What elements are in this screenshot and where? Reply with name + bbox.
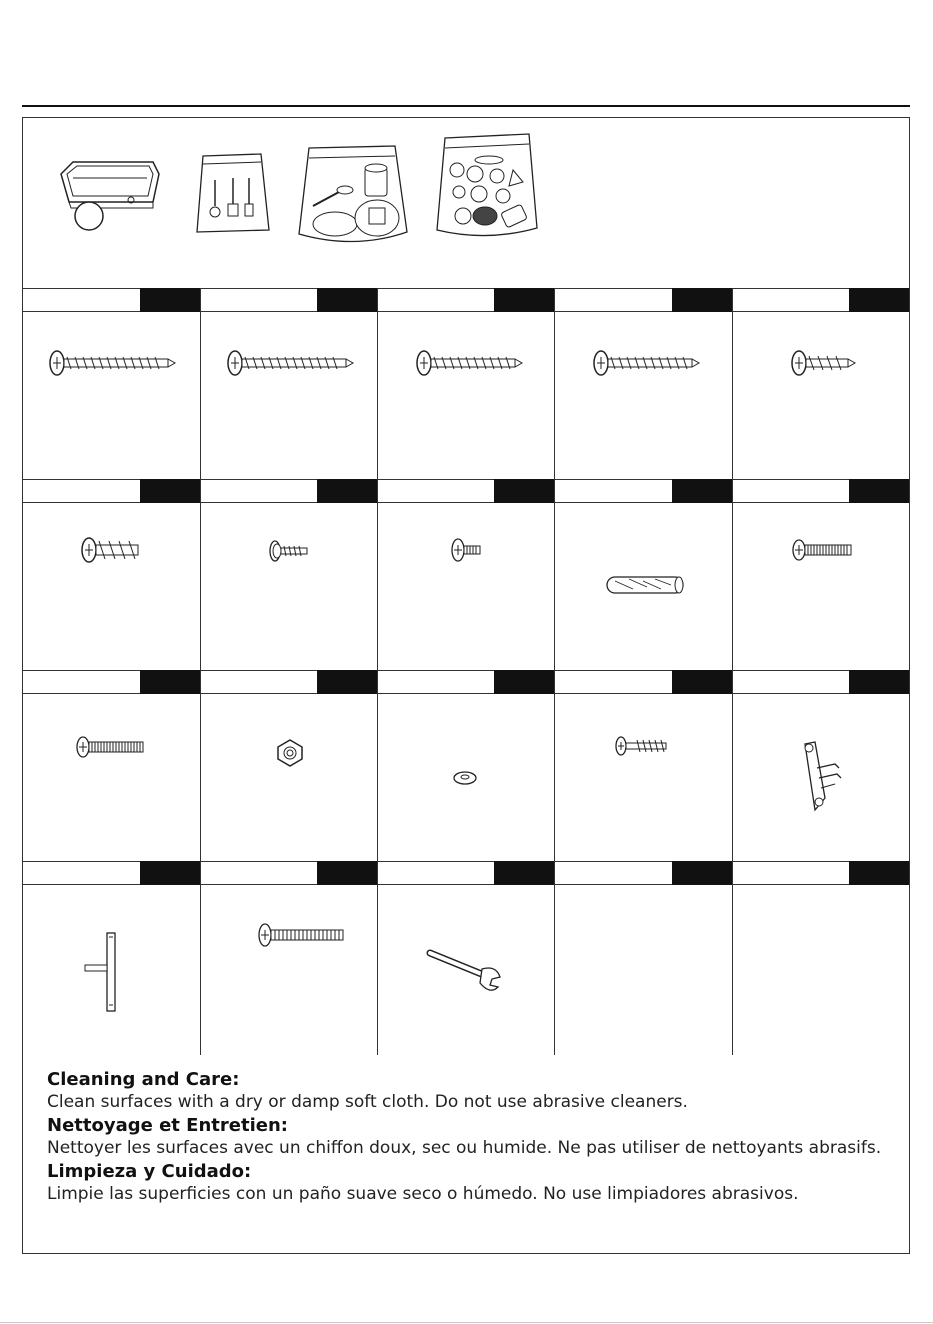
part-cell [733,288,909,479]
part-cell [201,670,378,861]
machine-screw-icon [75,734,147,760]
machine-screw-icon [257,921,347,949]
part-tag [140,861,200,885]
part-cell [23,861,201,1055]
part-cell [378,861,555,1055]
part-tag [494,861,554,885]
part-tag [140,479,200,503]
hinge-plate-icon [79,931,129,1013]
part-tag [849,288,909,312]
accessories-panel [23,118,909,288]
small-screw-icon [613,734,673,758]
part-header [378,288,554,312]
part-cell [378,670,555,861]
part-cell [201,288,378,479]
part-header [733,670,909,694]
hardware-grid [23,288,909,1055]
top-rule [22,105,910,107]
part-cell [23,479,201,670]
hardware-row [23,288,909,479]
part-cell [23,288,201,479]
utensils-bag-icon [195,150,275,240]
part-header [201,479,377,503]
machine-screw-small-icon [450,537,486,563]
part-header [201,861,377,885]
part-header [733,288,909,312]
part-header [733,861,909,885]
hardware-row [23,479,909,670]
part-cell [378,288,555,479]
washer-screw-icon [267,539,311,563]
part-header [23,479,200,503]
wrench-icon [426,947,506,993]
care-text-es: Limpie las superficies con un paño suave seco o húmedo. No use limpiadores abrasivos. [47,1184,799,1204]
hardware-row [23,670,909,861]
cookware-bag-icon [295,142,415,252]
sink-basin-icon [53,156,163,236]
hardware-row [23,861,909,1055]
part-cell [378,479,555,670]
part-cell [733,861,909,1055]
part-cell [555,861,733,1055]
part-cell [23,670,201,861]
care-text-fr: Nettoyer les surfaces avec un chiffon doux, sec ou humide. Ne pas utiliser de nettoyants abrasifs. [47,1138,882,1158]
care-title-es: Limpieza y Cuidado: [47,1161,252,1182]
part-tag [317,288,377,312]
part-tag [494,670,554,694]
washer-icon [452,770,478,786]
part-tag [317,670,377,694]
part-tag [140,288,200,312]
care-instructions [47,1068,907,1206]
part-cell [555,670,733,861]
part-tag [672,479,732,503]
bracket-clip-icon [791,738,847,818]
part-tag [317,479,377,503]
care-text-en: Clean surfaces with a dry or damp soft cloth. Do not use abrasive cleaners. [47,1092,688,1112]
part-header [378,861,554,885]
care-title-fr: Nettoyage et Entretien: [47,1115,288,1136]
screw-long-icon [47,348,177,378]
part-tag [494,479,554,503]
part-header [378,670,554,694]
part-tag [849,479,909,503]
part-header [555,479,732,503]
part-tag [849,670,909,694]
part-tag [672,288,732,312]
part-tag [672,861,732,885]
care-title-en: Cleaning and Care: [47,1069,240,1090]
part-tag [672,670,732,694]
part-cell [555,288,733,479]
food-bag-icon [433,132,543,242]
part-header [23,861,200,885]
part-header [555,670,732,694]
part-header [201,670,377,694]
part-cell [733,670,909,861]
screw-long-icon [225,348,355,378]
screw-medium-icon [414,348,524,378]
part-tag [849,861,909,885]
part-header [378,479,554,503]
part-cell [555,479,733,670]
screw-short-icon [789,348,859,378]
part-cell [201,861,378,1055]
screw-medium-icon [591,348,701,378]
part-header [201,288,377,312]
part-header [555,861,732,885]
screw-stubby-icon [79,535,149,565]
part-header [23,288,200,312]
part-header [555,288,732,312]
part-header [23,670,200,694]
hex-nut-icon [275,738,305,768]
parts-frame [22,117,910,1254]
part-tag [317,861,377,885]
part-header [733,479,909,503]
bottom-rule [0,1322,933,1323]
part-tag [494,288,554,312]
part-tag [140,670,200,694]
machine-screw-icon [791,537,855,563]
part-cell [733,479,909,670]
part-cell [201,479,378,670]
wooden-dowel-icon [603,573,687,597]
